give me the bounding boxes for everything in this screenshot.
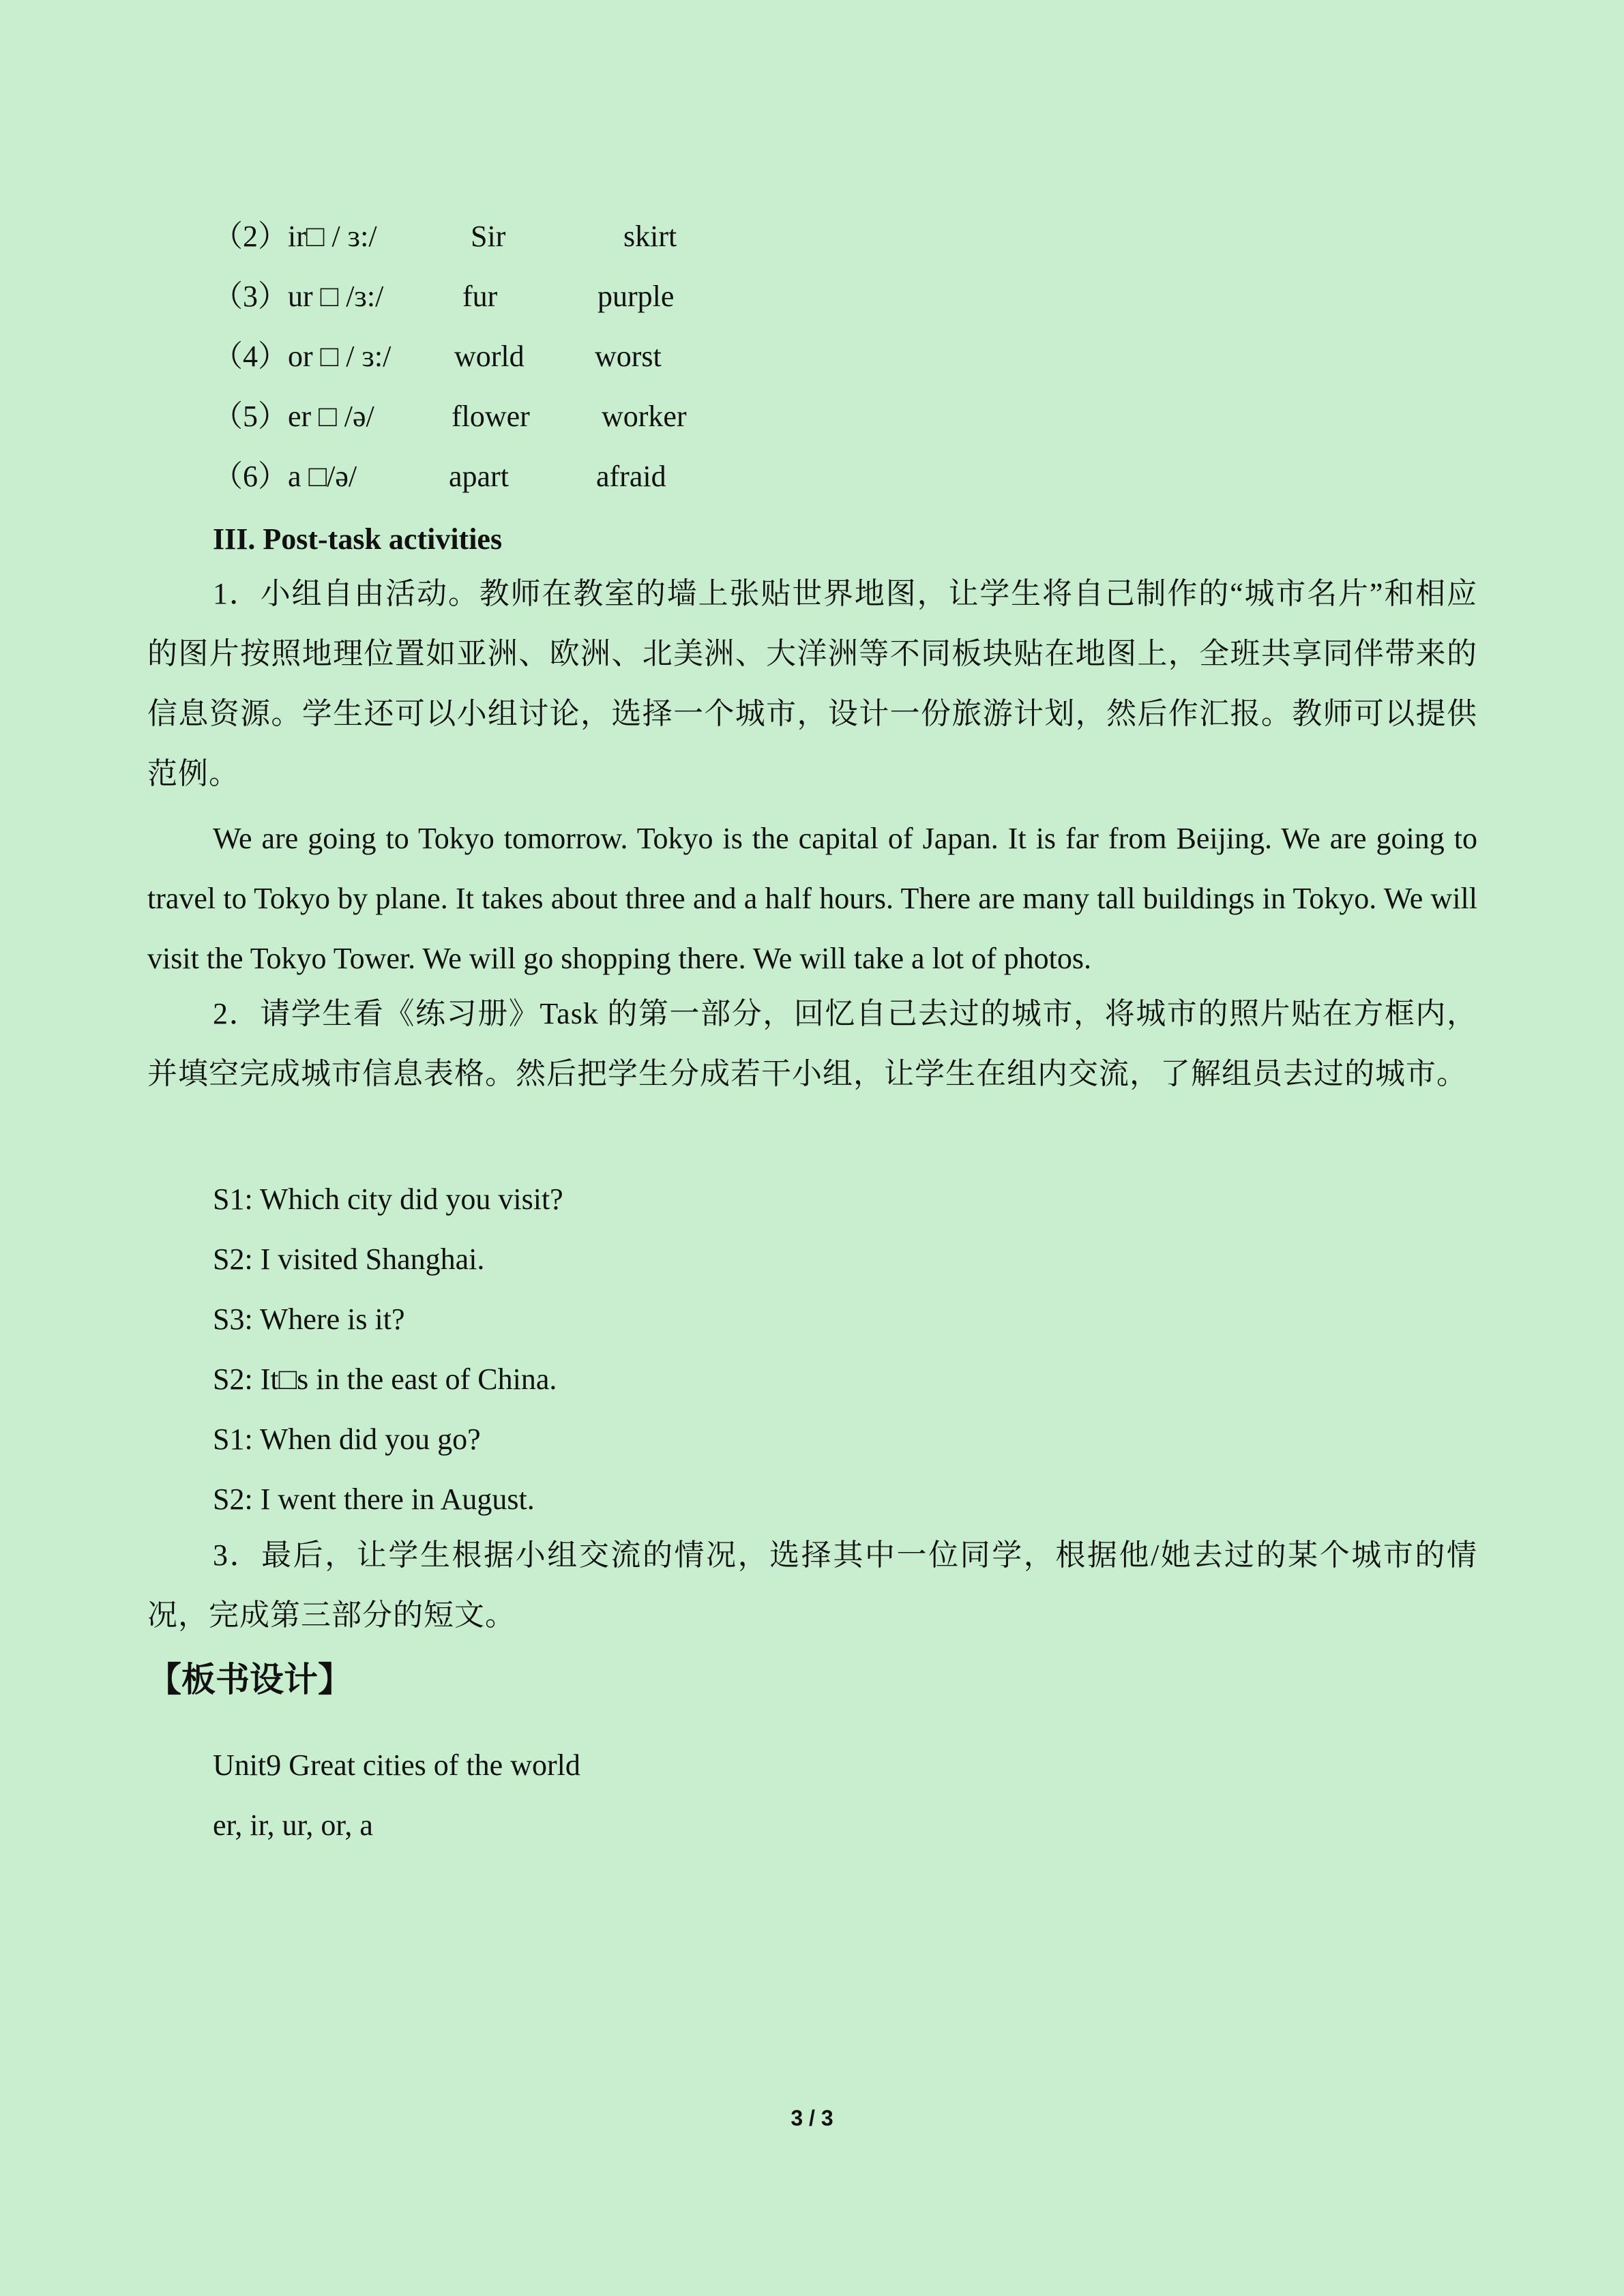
phonics-word: Sir (471, 220, 506, 253)
phonics-word: fur (462, 280, 498, 313)
phonics-pattern: （5）er □ /ə/ (213, 400, 374, 433)
board-line: er, ir, ur, or, a (213, 1808, 373, 1842)
board-design-title: 【板书设计】 (147, 1660, 352, 1699)
dialogue-line: S2: I went there in August. (213, 1482, 535, 1516)
phonics-pattern: （2）ir□ / ɜ:/ (213, 220, 377, 253)
board-line: Unit9 Great cities of the world (213, 1748, 580, 1782)
phonics-word: world (454, 340, 525, 373)
phonics-word: afraid (596, 460, 666, 493)
example-paragraph: We are going to Tokyo tomorrow. Tokyo is the capital of Japan. It is far from Beijing. We are going to travel to Tokyo by plane. It takes about three and a half hours. There are many tall buildings in Tokyo. We will visit the Tokyo Tower. We will go shopping there. We will take a lot of photos. (147, 822, 1477, 975)
page-number: 3 / 3 (791, 2106, 833, 2130)
dialogue-line: S1: Which city did you visit? (213, 1182, 563, 1216)
dialogue-line: S1: When did you go? (213, 1422, 481, 1456)
phonics-word: worst (595, 340, 662, 373)
activity-paragraph-3: 3．最后，让学生根据小组交流的情况，选择其中一位同学，根据他/她去过的某个城市的情况，完成第三部分的短文。 (147, 1538, 1477, 1632)
dialogue-line: S3: Where is it? (213, 1302, 405, 1336)
activity-paragraph-1: 1．小组自由活动。教师在教室的墙上张贴世界地图，让学生将自己制作的“城市名片”和相应的图片按照地理位置如亚洲、欧洲、北美洲、大洋洲等不同板块贴在地图上，全班共享同伴带来的信息资源。学生还可以小组讨论，选择一个城市，设计一份旅游计划，然后作汇报。教师可以提供范例。 (147, 577, 1477, 790)
phonics-word: purple (597, 280, 675, 313)
phonics-word: flower (452, 400, 530, 433)
activity-paragraph-2: 2．请学生看《练习册》Task 的第一部分，回忆自己去过的城市，将城市的照片贴在方框内，并填空完成城市信息表格。然后把学生分成若干小组，让学生在组内交流，了解组员去过的城市。 (147, 997, 1477, 1090)
phonics-pattern: （3）ur □ /ɜ:/ (213, 280, 384, 313)
phonics-word: worker (602, 400, 687, 433)
dialogue-line: S2: It□s in the east of China. (213, 1362, 557, 1396)
phonics-word: apart (449, 460, 509, 493)
phonics-pattern: （4）or □ / ɜ:/ (213, 340, 392, 373)
section-heading: III. Post-task activities (213, 522, 503, 556)
phonics-word: skirt (623, 220, 677, 253)
dialogue-line: S2: I visited Shanghai. (213, 1242, 485, 1276)
phonics-pattern: （6）a □/ə/ (213, 460, 357, 493)
